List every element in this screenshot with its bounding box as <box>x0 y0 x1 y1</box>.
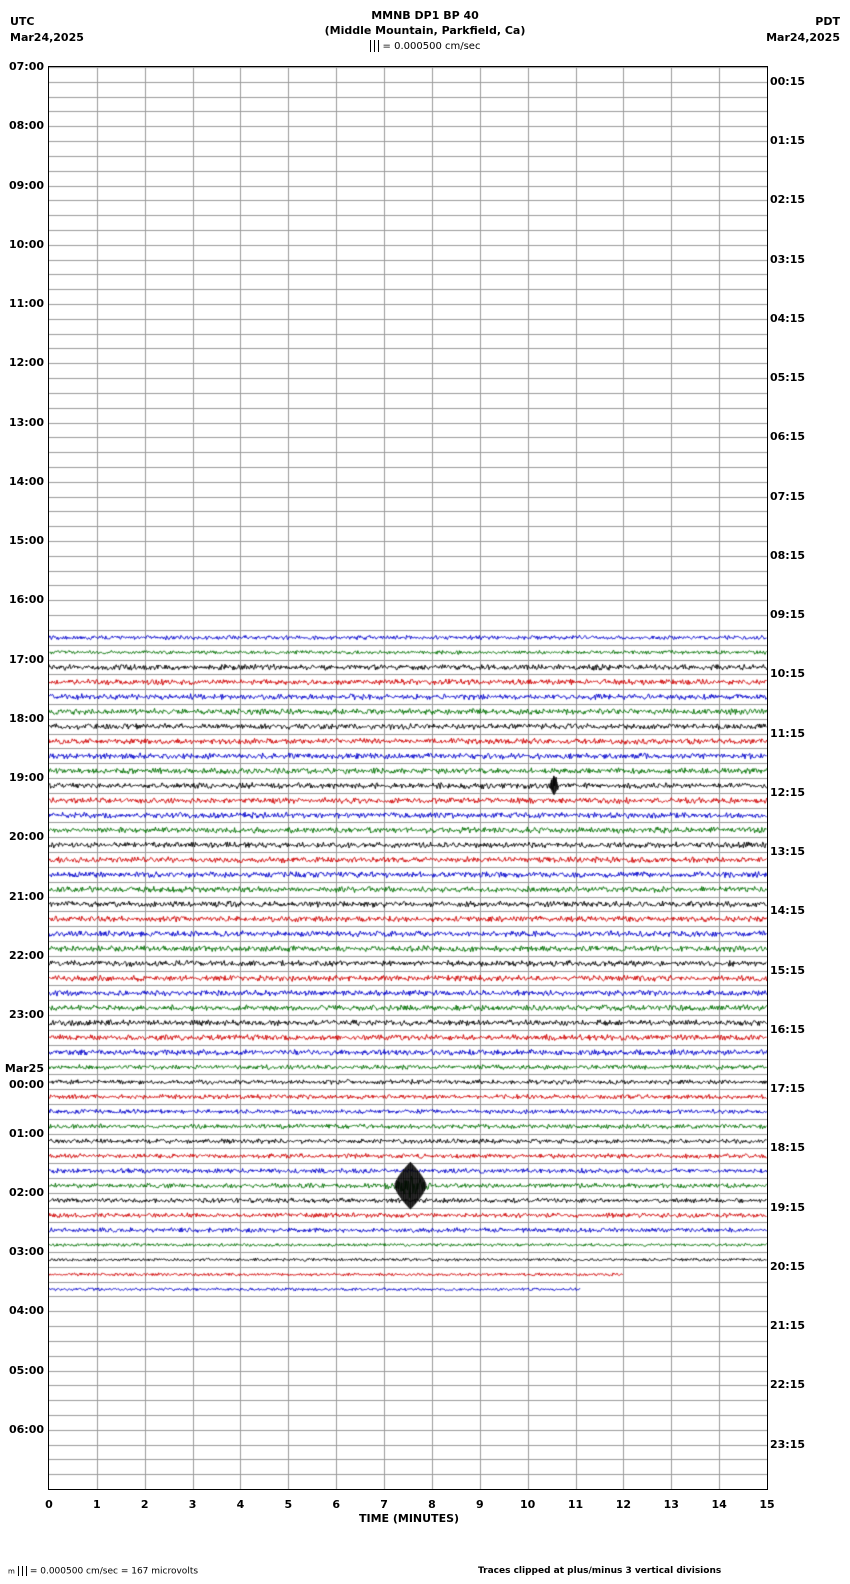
left-time-label-08-00: 08:00 <box>8 119 44 133</box>
right-time-label-10-15: 10:15 <box>770 667 806 681</box>
right-date-label: Mar24,2025 <box>766 31 840 44</box>
right-time-label-18-15: 18:15 <box>770 1141 806 1155</box>
left-date-label: Mar24,2025 <box>10 31 84 44</box>
right-time-label-04-15: 04:15 <box>770 311 806 325</box>
x-tick-5: 5 <box>284 1498 293 1511</box>
left-time-label-18-00: 18:00 <box>8 711 44 725</box>
right-time-label-14-15: 14:15 <box>770 904 806 918</box>
left-time-label-22-00: 22:00 <box>8 948 44 962</box>
right-time-label-11-15: 11:15 <box>770 726 806 740</box>
right-time-label-15-15: 15:15 <box>770 963 806 977</box>
left-time-label-Mar25: Mar25 <box>4 1062 44 1076</box>
left-time-label-05-00: 05:00 <box>8 1363 44 1377</box>
right-time-label-12-15: 12:15 <box>770 785 806 799</box>
right-time-label-16-15: 16:15 <box>770 1022 806 1036</box>
left-time-label-09-00: 09:00 <box>8 178 44 192</box>
x-tick-15: 15 <box>759 1498 775 1511</box>
x-axis-title: TIME (MINUTES) <box>358 1512 460 1525</box>
left-time-label-13-00: 13:00 <box>8 415 44 429</box>
right-time-label-13-15: 13:15 <box>770 845 806 859</box>
left-time-label-19-00: 19:00 <box>8 771 44 784</box>
right-time-label-03-15: 03:15 <box>770 252 806 266</box>
scale-bar-icon <box>370 40 379 52</box>
footer-clipping-note: Traces clipped at plus/minus 3 vertical divisions <box>478 1566 722 1576</box>
x-tick-8: 8 <box>428 1498 436 1511</box>
left-time-label-03-00: 03:00 <box>8 1245 44 1258</box>
header-center-block <box>0 8 850 38</box>
right-time-label-21-15: 21:15 <box>770 1319 806 1333</box>
left-time-label-06-00: 06:00 <box>8 1422 44 1436</box>
right-time-label-20-15: 20:15 <box>770 1259 806 1273</box>
x-tick-0: 0 <box>45 1498 53 1511</box>
right-time-label-08-15: 08:15 <box>770 548 806 562</box>
chart-subtitle: (Middle Mountain, Parkfield, Ca) <box>324 24 526 37</box>
left-time-label-07-00: 07:00 <box>8 60 44 73</box>
left-time-label-21-00: 21:00 <box>8 889 44 903</box>
x-tick-7: 7 <box>380 1498 388 1511</box>
right-time-label-07-15: 07:15 <box>770 489 806 503</box>
left-time-label-02-00: 02:00 <box>8 1185 44 1199</box>
left-time-label-01-00: 01:00 <box>8 1126 44 1140</box>
right-time-label-19-15: 19:15 <box>770 1200 806 1214</box>
seismogram-plot <box>48 66 768 1490</box>
x-tick-3: 3 <box>188 1498 197 1511</box>
right-timezone-label: PDT <box>815 15 840 28</box>
left-time-label-00-00: 00:00 <box>8 1078 44 1092</box>
left-time-label-14-00: 14:00 <box>8 474 44 488</box>
x-tick-12: 12 <box>615 1498 632 1511</box>
chart-header <box>0 0 850 58</box>
left-time-label-10-00: 10:00 <box>8 237 44 251</box>
x-tick-13: 13 <box>663 1498 679 1511</box>
footer-scale-bar-icon <box>18 1566 27 1576</box>
chart-footer <box>0 1558 850 1578</box>
right-time-label-09-15: 09:15 <box>770 608 806 622</box>
x-tick-10: 10 <box>520 1498 536 1511</box>
left-time-label-04-00: 04:00 <box>8 1304 44 1318</box>
left-time-label-20-00: 20:00 <box>8 830 44 844</box>
left-time-label-23-00: 23:00 <box>8 1008 44 1021</box>
x-tick-9: 9 <box>475 1498 484 1511</box>
x-tick-1: 1 <box>93 1498 101 1511</box>
left-time-label-17-00: 17:00 <box>8 652 44 666</box>
x-axis <box>45 1492 775 1525</box>
x-tick-2: 2 <box>140 1498 149 1511</box>
right-time-label-05-15: 05:15 <box>770 371 806 385</box>
x-tick-6: 6 <box>332 1498 341 1511</box>
right-time-label-01-15: 01:15 <box>770 134 806 148</box>
seismogram-canvas <box>49 67 767 1489</box>
chart-title: MMNB DP1 BP 40 <box>371 9 479 22</box>
left-time-label-11-00: 11:00 <box>8 297 44 310</box>
scale-reference <box>0 40 850 52</box>
left-timezone-label: UTC <box>10 15 35 28</box>
scale-label: = 0.000500 cm/sec <box>382 41 481 52</box>
left-time-label-15-00: 15:00 <box>8 534 44 547</box>
x-tick-14: 14 <box>711 1498 727 1511</box>
left-time-label-12-00: 12:00 <box>8 356 44 370</box>
footer-scale-text: = 0.000500 cm/sec = 167 microvolts <box>29 1566 199 1576</box>
right-time-label-23-15: 23:15 <box>770 1437 806 1451</box>
x-tick-4: 4 <box>236 1498 245 1511</box>
right-time-label-00-15: 00:15 <box>770 74 806 88</box>
right-time-label-06-15: 06:15 <box>770 430 806 444</box>
x-tick-11: 11 <box>567 1498 584 1511</box>
right-time-label-02-15: 02:15 <box>770 193 806 207</box>
left-time-label-16-00: 16:00 <box>8 593 44 607</box>
right-time-label-17-15: 17:15 <box>770 1082 806 1096</box>
right-time-label-22-15: 22:15 <box>770 1378 806 1392</box>
footer-scale-note: m = 0.000500 cm/sec = 167 microvolts <box>8 1566 199 1576</box>
